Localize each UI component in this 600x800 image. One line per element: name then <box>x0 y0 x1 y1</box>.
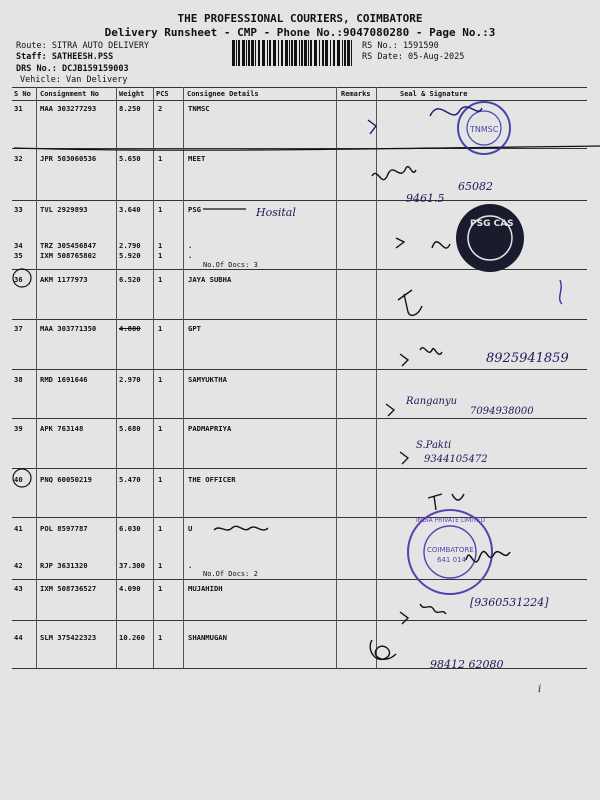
signature <box>396 238 450 248</box>
row-weight: 5.680 <box>119 424 141 433</box>
row-consignee: JAYA SUBHA <box>188 275 232 284</box>
row-weight: 6.520 <box>119 275 141 284</box>
signature <box>372 167 416 180</box>
row-sno: 33 <box>14 205 23 214</box>
stamp-pincode: 641 014 <box>437 556 466 564</box>
row-pcs: 1 <box>158 633 163 642</box>
row-pcs: 1 <box>158 584 163 593</box>
signature <box>386 404 394 416</box>
row-pcs: 1 <box>158 561 163 570</box>
row-weight: 5.650 <box>119 154 141 163</box>
row-consignment-no: IXM 508736527 <box>40 584 97 593</box>
row-sno: 32 <box>14 154 23 163</box>
drs-number: DRS No.: DCJB159159003 <box>16 64 129 74</box>
handwritten-name: Ranganyu <box>406 396 458 407</box>
vehicle-label: Vehicle: Van Delivery <box>20 75 128 85</box>
handwritten-phone: 98412 62080 <box>430 658 504 671</box>
row-consignee: . <box>188 561 193 570</box>
tnmsc-stamp <box>458 102 510 154</box>
row-weight: 8.250 <box>119 104 141 113</box>
signature <box>400 452 408 464</box>
row-sno: 35 <box>14 251 23 260</box>
circled-serial-36 <box>13 269 31 287</box>
stray-mark: i <box>538 684 542 695</box>
row-consignment-no: AKM 1177973 <box>40 275 88 284</box>
col-seal-signature: Seal & Signature <box>400 90 468 98</box>
psg-stamp-text: PSG CAS <box>470 219 514 229</box>
docs-count-note: No.Of Docs: 2 <box>203 570 258 578</box>
row-weight: 5.470 <box>119 475 141 484</box>
row-sno: 39 <box>14 424 23 433</box>
row-sno: 31 <box>14 104 23 113</box>
row-weight: 2.790 <box>119 241 141 250</box>
row-consignment-no: IXM 508765802 <box>40 251 97 260</box>
row-sno: 36 <box>14 275 23 284</box>
signature <box>398 290 422 315</box>
handwritten-note: Hosital <box>256 206 296 219</box>
row-pcs: 1 <box>158 241 163 250</box>
handwritten-note: 65082 <box>458 180 493 193</box>
row-pcs: 1 <box>158 475 163 484</box>
signature <box>400 604 446 624</box>
psg-stamp <box>456 204 524 272</box>
row-weight: 37.300 <box>119 561 145 570</box>
hand-strike-line <box>14 146 600 150</box>
tnmsc-stamp-text: TNMSC <box>470 125 499 134</box>
row-pcs: 1 <box>158 251 163 260</box>
row-weight: 6.030 <box>119 524 141 533</box>
col-pcs: PCS <box>156 90 169 98</box>
handwritten-phone: 7094938000 <box>470 406 534 417</box>
stamp-ring-text: INDIA PRIVATE LIMITED <box>416 517 486 524</box>
col-remarks: Remarks <box>341 90 371 98</box>
row-sno: 41 <box>14 524 23 533</box>
row-weight: 4.090 <box>119 584 141 593</box>
col-sno: S No <box>14 90 31 98</box>
row-consignment-no: TVL 2929893 <box>40 205 88 214</box>
row-consignee: THE OFFICER <box>188 475 236 484</box>
handwritten-phone: 8925941859 <box>486 351 569 366</box>
row-consignee: PSG <box>188 205 201 214</box>
row-pcs: 1 <box>158 524 163 533</box>
row-sno: 42 <box>14 561 23 570</box>
row-pcs: 1 <box>158 154 163 163</box>
col-consignee: Consignee Details <box>187 90 259 98</box>
col-consignment: Consignment No <box>40 90 100 98</box>
row-consignee: . <box>188 241 193 250</box>
rs-date: RS Date: 05-Aug-2025 <box>362 52 465 62</box>
row-pcs: 1 <box>158 375 163 384</box>
row-consignee: GPT <box>188 324 201 333</box>
row-sno: 43 <box>14 584 23 593</box>
row-consignee: . <box>188 251 193 260</box>
row-consignee: U <box>188 524 193 533</box>
row-consignment-no: POL 8597787 <box>40 524 88 533</box>
signature <box>400 348 442 366</box>
route-label: Route: SITRA AUTO DELIVERY <box>16 41 150 51</box>
row-sno: 34 <box>14 241 23 250</box>
consignee-scribble <box>214 526 268 530</box>
row-consignment-no: MAA 303277293 <box>40 104 97 113</box>
row-consignee: SAMYUKTHA <box>188 375 227 384</box>
row-consignment-no: MAA 303771350 <box>40 324 97 333</box>
row-pcs: 1 <box>158 324 163 333</box>
company-title: THE PROFESSIONAL COURIERS, COIMBATORE <box>177 12 423 25</box>
row-consignee: TNMSC <box>188 104 210 113</box>
row-consignment-no: RMD 1691646 <box>40 375 88 384</box>
handwritten-phone: 9344105472 <box>424 454 488 465</box>
handwritten-phone: [9360531224] <box>470 596 549 609</box>
row-pcs: 1 <box>158 275 163 284</box>
coimbatore-stamp <box>408 510 492 594</box>
row-weight: 2.970 <box>119 375 141 384</box>
row-consignment-no: JPR 503060536 <box>40 154 97 163</box>
row-weight: 10.260 <box>119 633 145 642</box>
row-pcs: 1 <box>158 205 163 214</box>
row-consignee: PADMAPRIYA <box>188 424 232 433</box>
row-consignee: MUJAHIDH <box>188 584 223 593</box>
row-sno: 44 <box>14 633 23 642</box>
signature <box>560 280 562 304</box>
row-consignment-no: TRZ 305456847 <box>40 241 97 250</box>
handwritten-note: 9461.5 <box>406 192 445 205</box>
row-sno: 38 <box>14 375 23 384</box>
row-weight: 3.640 <box>119 205 141 214</box>
docs-count-note: No.Of Docs: 3 <box>203 261 258 269</box>
circled-serial-40 <box>13 469 31 487</box>
handwritten-name: S.Pakti <box>416 440 452 451</box>
row-consignment-no: RJP 3631320 <box>40 561 88 570</box>
signature <box>370 640 396 659</box>
staff-label: Staff: SATHEESH.PSS <box>16 52 114 62</box>
row-consignee: SHANMUGAN <box>188 633 227 642</box>
rs-number: RS No.: 1591590 <box>362 41 439 51</box>
row-sno: 37 <box>14 324 23 333</box>
row-pcs: 1 <box>158 424 163 433</box>
stamp-city: COIMBATORE <box>427 546 474 554</box>
row-weight: 5.920 <box>119 251 141 260</box>
row-consignee: MEET <box>188 154 206 163</box>
row-sno: 40 <box>14 475 23 484</box>
row-pcs: 2 <box>158 104 163 113</box>
row-weight: 4.800 <box>119 324 141 333</box>
col-weight: Weight <box>119 90 145 98</box>
row-consignment-no: SLM 375422323 <box>40 633 97 642</box>
signature <box>428 494 464 510</box>
row-consignment-no: APK 763148 <box>40 424 84 433</box>
row-consignment-no: PNQ 60050219 <box>40 475 92 484</box>
runsheet-title: Delivery Runsheet - CMP - Phone No.:9047080280 - Page No.:3 <box>104 26 496 39</box>
